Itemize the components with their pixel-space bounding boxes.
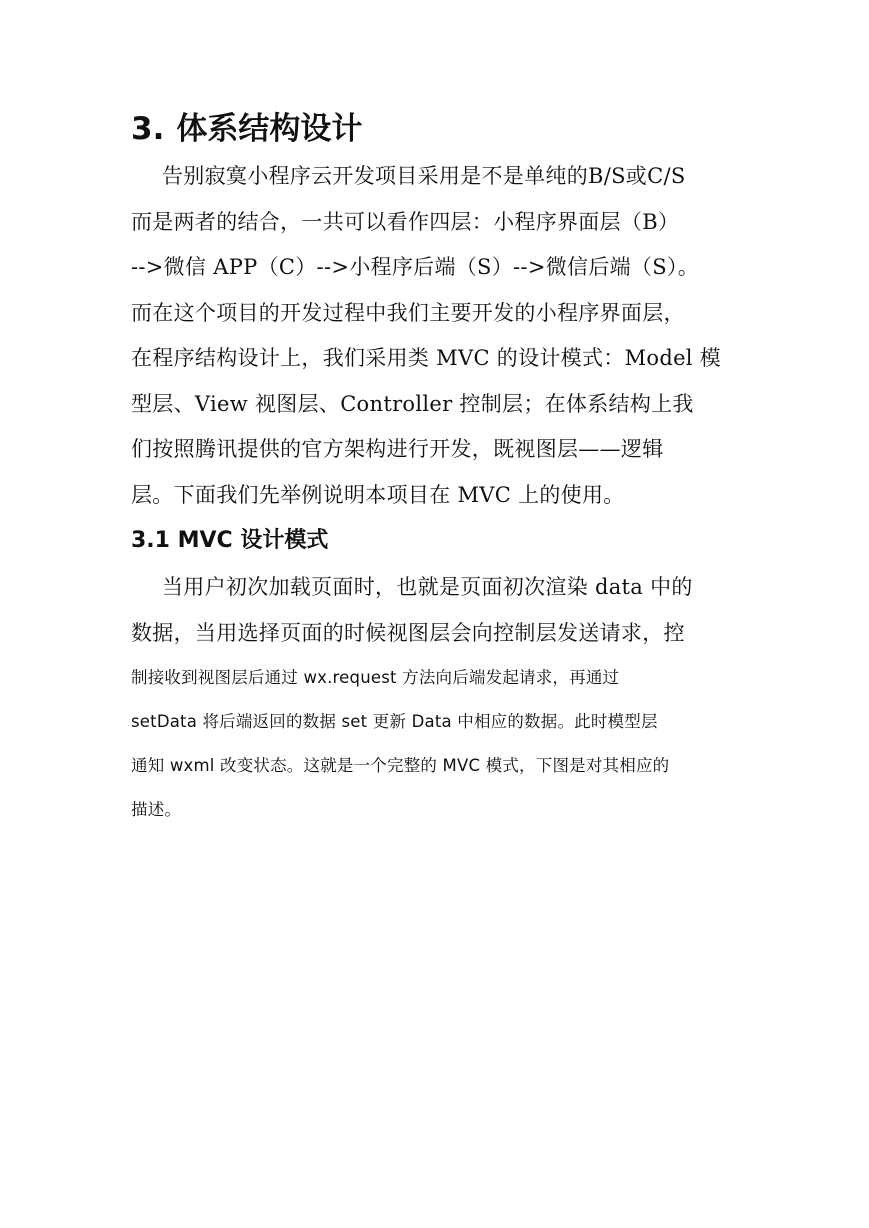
paragraph-line: 在程序结构设计上，我们采用类 MVC 的设计模式：Model 模 xyxy=(131,346,722,370)
paragraph-line: 数据，当用选择页面的时候视图层会向控制层发送请求，控 xyxy=(131,621,685,645)
mvc-paragraph xyxy=(131,564,743,832)
section-number: 3. xyxy=(131,111,165,147)
paragraph-line: -->微信 APP（C）-->小程序后端（S）-->微信后端（S）。 xyxy=(131,255,700,279)
paragraph-line: 通知 wxml 改变状态。这就是一个完整的 MVC 模式，下图是对其相应的 xyxy=(131,756,670,775)
paragraph-line: 描述。 xyxy=(131,800,182,819)
paragraph-line: 而是两者的结合，一共可以看作四层：小程序界面层（B） xyxy=(131,209,680,234)
subsection-heading: 3.1 MVC 设计模式 xyxy=(131,528,329,553)
paragraph-line: 层。下面我们先举例说明本项目在 MVC 上的使用。 xyxy=(131,482,625,507)
section-heading xyxy=(131,104,743,154)
paragraph-line: 当用户初次加载页面时，也就是页面初次渲染 data 中的 xyxy=(162,575,693,599)
paragraph-line: 而在这个项目的开发过程中我们主要开发的小程序界面层， xyxy=(131,300,685,325)
intro-paragraph xyxy=(131,154,743,518)
paragraph-line: 告别寂寞小程序云开发项目采用是不是单纯的B/S或C/S xyxy=(162,164,686,188)
paragraph-line: 制接收到视图层后通过 wx.request 方法向后端发起请求，再通过 xyxy=(131,668,620,687)
paragraph-line: 型层、View 视图层、Controller 控制层；在体系结构上我 xyxy=(131,391,694,416)
paragraph-line: 们按照腾讯提供的官方架构进行开发，既视图层——逻辑 xyxy=(131,437,664,461)
section-title: 体系结构设计 xyxy=(176,111,363,147)
page-content xyxy=(131,104,743,832)
paragraph-line: setData 将后端返回的数据 set 更新 Data 中相应的数据。此时模型层 xyxy=(131,712,658,731)
